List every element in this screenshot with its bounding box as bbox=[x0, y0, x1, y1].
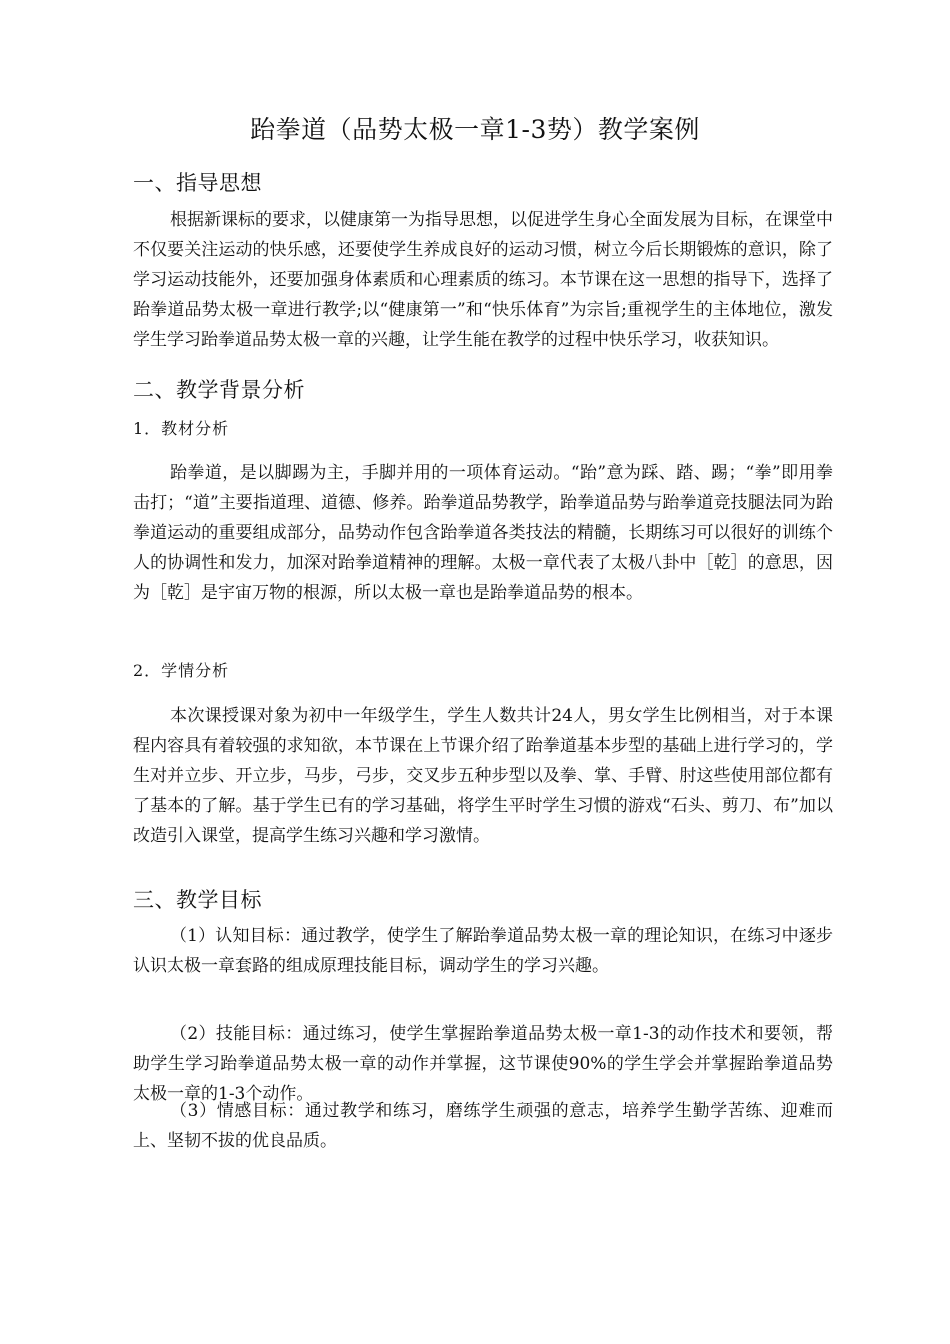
section-heading-teaching-objectives: 三、教学目标 bbox=[133, 888, 262, 912]
objective-skill-paragraph: （2）技能目标：通过练习，使学生掌握跆拳道品势太极一章1-3的动作技术和要领，帮助学生学习跆拳道品势太极一章的动作并掌握，这节课使90%的学生学会并掌握跆拳道品势太极一章的1-3个动作。 bbox=[133, 1024, 833, 1104]
section-heading-background-analysis: 二、教学背景分析 bbox=[133, 378, 305, 402]
objective-cognitive-paragraph: （1）认知目标：通过教学，使学生了解跆拳道品势太极一章的理论知识，在练习中逐步认识太极一章套路的组成原理技能目标，调动学生的学习兴趣。 bbox=[133, 926, 833, 976]
section-heading-guiding-ideology: 一、指导思想 bbox=[133, 171, 262, 195]
guiding-ideology-paragraph: 根据新课标的要求，以健康第一为指导思想，以促进学生身心全面发展为目标，在课堂中不仅要关注运动的快乐感，还要使学生养成良好的运动习惯，树立今后长期锻炼的意识，除了学习运动技能外，还要加强身体素质和心理素质的练习。本节课在这一思想的指导下，选择了跆拳道品势太极一章进行教学;以“健康第一”和“快乐体育”为宗旨;重视学生的主体地位，激发学生学习跆拳道品势太极一章的兴趣，让学生能在教学的过程中快乐学习，收获知识。 bbox=[133, 210, 833, 350]
objective-affective-paragraph: （3）情感目标：通过教学和练习，磨练学生顽强的意志，培养学生勤学苦练、迎难而上、坚韧不拔的优良品质。 bbox=[133, 1101, 833, 1151]
document-title: 跆拳道（品势太极一章1-3势）教学案例 bbox=[250, 115, 700, 144]
material-analysis-paragraph: 跆拳道，是以脚踢为主，手脚并用的一项体育运动。“跆”意为踩、踏、踢；“拳”即用拳击打；“道”主要指道理、道德、修养。跆拳道品势教学，跆拳道品势与跆拳道竞技腿法同为跆拳道运动的重要组成部分，品势动作包含跆拳道各类技法的精髓，长期练习可以很好的训练个人的协调性和发力，加深对跆拳道精神的理解。太极一章代表了太极八卦中［乾］的意思，因为［乾］是宇宙万物的根源，所以太极一章也是跆拳道品势的根本。 bbox=[133, 463, 833, 603]
subsection-heading-student-analysis: 2．学情分析 bbox=[133, 661, 230, 680]
student-analysis-paragraph: 本次课授课对象为初中一年级学生，学生人数共计24人，男女学生比例相当，对于本课程内容具有着较强的求知欲，本节课在上节课介绍了跆拳道基本步型的基础上进行学习的，学生对并立步、开立步，马步，弓步，交叉步五种步型以及拳、掌、手臂、肘这些使用部位都有了基本的了解。基于学生已有的学习基础，将学生平时学生习惯的游戏“石头、剪刀、布”加以改造引入课堂，提高学生练习兴趣和学习激情。 bbox=[133, 706, 833, 846]
subsection-heading-material-analysis: 1．教材分析 bbox=[133, 419, 230, 438]
